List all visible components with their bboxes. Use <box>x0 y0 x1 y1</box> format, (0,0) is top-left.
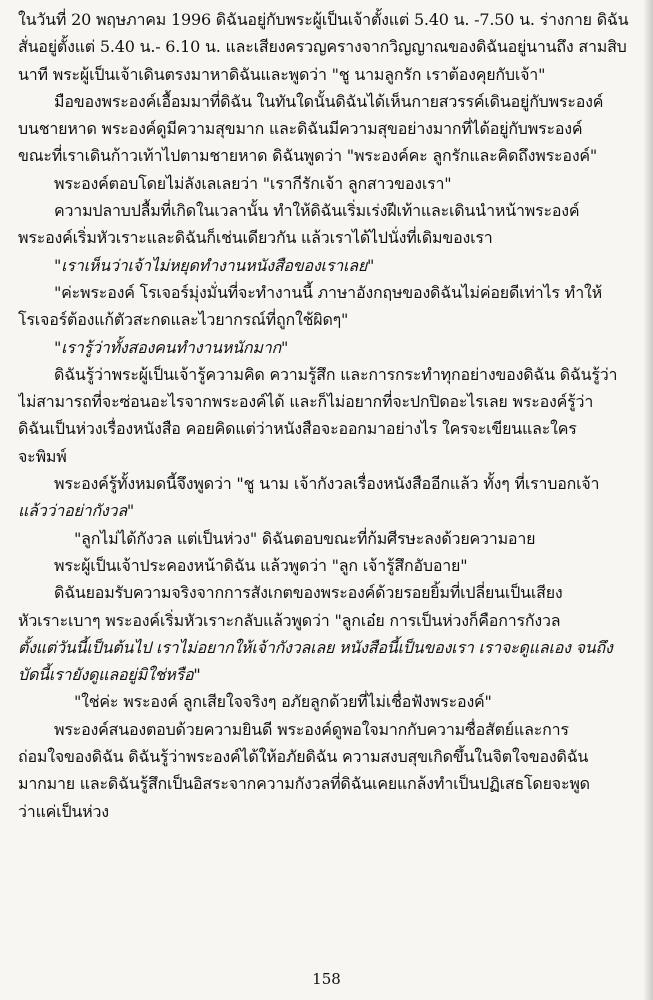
text-line: ไม่สามารถที่จะซ่อนอะไรจากพระองค์ได้ และก็ไม่อยากที่จะปกปิดอะไรเลย พระองค์รู้ว่า <box>18 392 594 412</box>
text-line: พระองค์สนองตอบด้วยความยินดี พระองค์ดูพอใจมากกับความซื่อสัตย์และการ <box>54 719 569 739</box>
text-line: "เราเห็นว่าเจ้าไม่หยุดทำงานหนังสือของเราเลย" <box>54 255 375 275</box>
text-line: "ค่ะพระองค์ โรเจอร์มุ่งมั่นที่จะทำงานนี้ ภาษาอังกฤษของดิฉันไม่ค่อยดีเท่าไร ทำให้ <box>54 282 602 302</box>
text-line: พระองค์ตอบโดยไม่ลังเลเลยว่า "เรากีรักเจ้า ลูกสาวของเรา" <box>54 173 452 193</box>
page-number: 158 <box>312 970 341 988</box>
text-line: สั่นอยู่ตั้งแต่ 5.40 น.- 6.10 น. และเสียงครวญครางจากวิญญาณของดิฉันอยู่นานถึง สามสิบ <box>18 37 627 57</box>
text-line: ดิฉันยอมรับความจริงจากการสังเกตของพระองค์ด้วยรอยยิ้มที่เปลี่ยนเป็นเสียง <box>54 583 563 603</box>
text-line: ดิฉันรู้ว่าพระผู้เป็นเจ้ารู้ความคิด ความรู้สึก และการกระทำทุกอย่างของดิฉัน ดิฉันรู้ว่า <box>54 364 618 384</box>
text-line: นาที พระผู้เป็นเจ้าเดินตรงมาหาดิฉันและพูดว่า "ชู นามลูกรัก เราต้องคุยกับเจ้า" <box>18 64 546 84</box>
text-line: ขณะที่เราเดินก้าวเท้าไปตามชายหาด ดิฉันพูดว่า "พระองค์คะ ลูกรักและคิดถึงพระองค์" <box>18 146 598 166</box>
text-line: "ใช่ค่ะ พระองค์ ลูกเสียใจจริงๆ อภัยลูกด้วยที่ไม่เชื่อฟังพระองค์" <box>74 692 492 712</box>
text-line: ในวันที่ 20 พฤษภาคม 1996 ดิฉันอยู่กับพระผู้เป็นเจ้าตั้งแต่ 5.40 น. -7.50 น. ร่างกาย ดิฉัน <box>18 10 629 29</box>
text-line: บัดนี้เรายังดูแลอยู่มิใช่หรือ" <box>18 665 201 685</box>
text-line: โรเจอร์ต้องแก้ตัวสะกดและไวยากรณ์ที่ถูกใช้ผิดๆ" <box>18 310 349 330</box>
text-line: ตั้งแต่วันนี้เป็นต้นไป เราไม่อยากให้เจ้ากังวลเลย หนังสือนี้เป็นของเรา เราจะดูแลเอง จนถึง <box>18 637 613 657</box>
text-line: พระองค์เริ่มหัวเราะและดิฉันก็เช่นเดียวกัน แล้วเราได้ไปนั่งที่เดิมของเรา <box>18 228 493 248</box>
text-line: ความปลาบปลื้มที่เกิดในเวลานั้น ทำให้ดิฉันเริ่มเร่งฝีเท้าและเดินนำหน้าพระองค์ <box>54 201 580 221</box>
text-line: จะพิมพ์ <box>18 446 67 466</box>
text-line: พระผู้เป็นเจ้าประคองหน้าดิฉัน แล้วพูดว่า "ลูก เจ้ารู้สึกอับอาย" <box>54 555 468 575</box>
text-line: "ลูกไม่ได้กังวล แต่เป็นห่วง" ดิฉันตอบขณะที่ก้มศีรษะลงด้วยความอาย <box>74 528 536 548</box>
text-line: บนชายหาด พระองค์ดูมีความสุขมาก และดิฉันมีความสุขอย่างมากที่ได้อยู่กับพระองค์ <box>18 119 583 139</box>
text-line: ว่าแค่เป็นห่วง <box>18 801 109 821</box>
text-line: มือของพระองค์เอื้อมมาที่ดิฉัน ในทันใดนั้นดิฉันได้เห็นกายสวรรค์เดินอยู่กับพระองค์ <box>54 91 604 111</box>
text-line: พระองค์รู้ทั้งหมดนี้จึงพูดว่า "ชู นาม เจ้ากังวลเรื่องหนังสืออีกแล้ว ทั้งๆ ที่เราบอกเจ้า <box>54 474 600 494</box>
text-line: มากมาย และดิฉันรู้สึกเป็นอิสระจากความกังวลที่ดิฉันเคยแกล้งทำเป็นปฏิเสธโดยจะพูด <box>18 774 590 794</box>
text-line: แล้วว่าอย่ากังวล" <box>18 501 135 521</box>
text-line: ถ่อมใจของดิฉัน ดิฉันรู้ว่าพระองค์ได้ให้อภัยดิฉัน ความสงบสุขเกิดขึ้นในจิตใจของดิฉัน <box>18 747 589 767</box>
text-line: ดิฉันเป็นห่วงเรื่องหนังสือ คอยคิดแต่ว่าหนังสือจะออกมาอย่างไร ใครจะเขียนและใคร <box>18 419 577 439</box>
text-line: หัวเราะเบาๆ พระองค์เริ่มหัวเราะกลับแล้วพูดว่า "ลูกเอ๋ย การเป็นห่วงก็คือการกังวล <box>18 610 561 630</box>
page-edge-shadow <box>643 0 653 1000</box>
text-line: "เรารู้ว่าทั้งสองคนทำงานหนักมาก" <box>54 337 289 357</box>
